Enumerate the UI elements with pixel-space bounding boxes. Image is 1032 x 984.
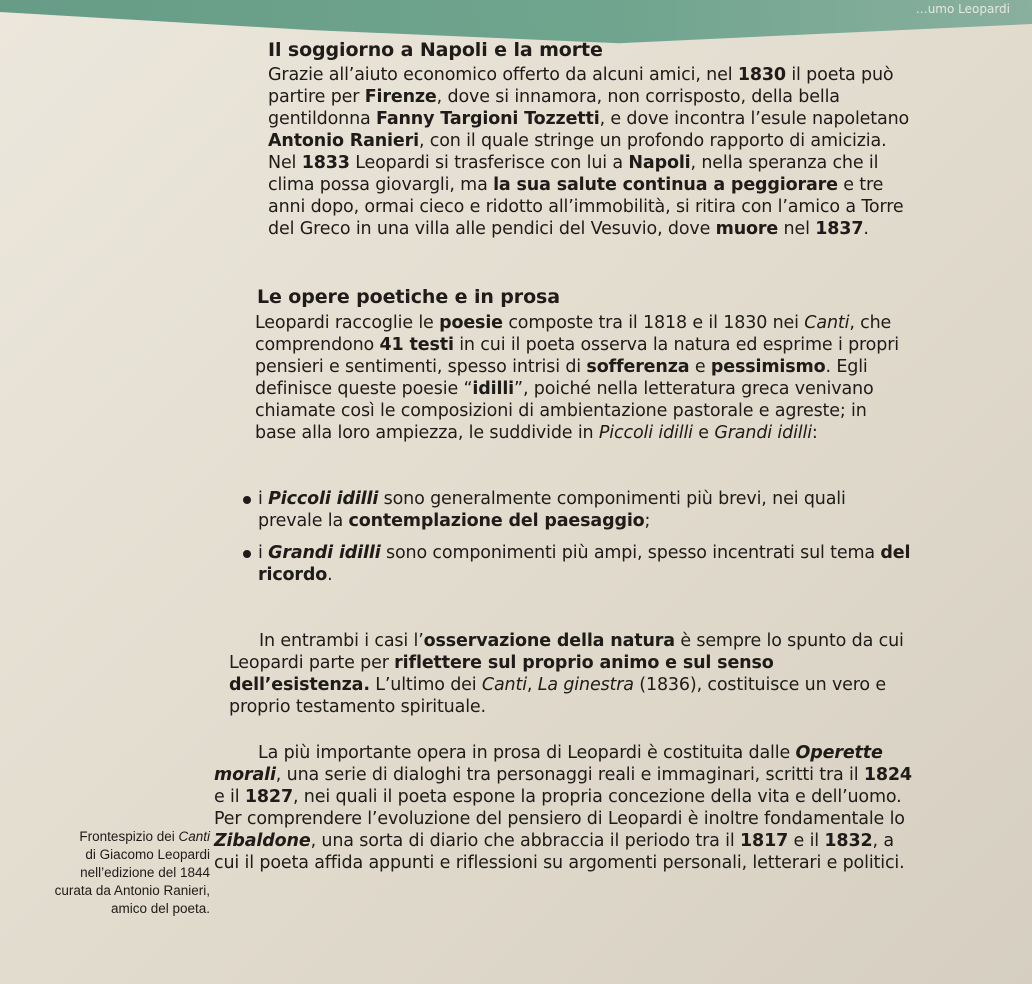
section-title-napoli: Il soggiorno a Napoli e la morte xyxy=(268,39,603,61)
paragraph-prosa xyxy=(214,742,914,874)
paragraph-natura xyxy=(229,630,911,718)
text-napoli: Grazie all’aiuto economico offerto da alcuni amici, nel 1830 il poeta può partire per Firenze, dove si innamora, non corrisposto, della bella gentildonna Fanny Targioni Tozzetti, e dove incontra l’esule napoletano Antonio Ranieri, con il quale stringe un profondo rapporto di amicizia. Nel 1833 Leopardi si trasferisce con lui a Napoli, nella speranza che il clima possa giovargli, ma la sua salute continua a peggiorare e tre anni dopo, ormai cieco e ridotto all’immobilità, si ritira con l’amico a Torre del Greco in una villa alle pendici del Vesuvio, dove muore nel 1837. xyxy=(268,65,910,239)
text-natura: In entrambi i casi l’osservazione della natura è sempre lo spunto da cui Leopardi parte per riflettere sul proprio animo e sul senso dell’esistenza. L’ultimo dei Canti, La ginestra (1836), costituisce un vero e proprio testamento spirituale. xyxy=(229,631,904,717)
paragraph-poesie xyxy=(255,312,910,444)
text-poesie: Leopardi raccoglie le poesie composte tra il 1818 e il 1830 nei Canti, che comprendono 41 testi in cui il poeta osserva la natura ed esprime i propri pensieri e sentimenti, spesso intrisi di sofferenza e pessimismo. Egli definisce queste poesie “idilli”, poiché nella letteratura greca venivano chiamate così le composizioni di ambientazione pastorale e agreste; in base alla loro ampiezza, le suddivide in Piccoli idilli e Grandi idilli: xyxy=(255,313,899,443)
list-item: i Piccoli idilli sono generalmente componimenti più brevi, nei quali prevale la contemplazione del paesaggio; xyxy=(240,488,912,532)
list-item: i Grandi idilli sono componimenti più ampi, spesso incentrati sul tema del ricordo. xyxy=(240,542,912,586)
image-caption: Frontespizio dei Canti di Giacomo Leopardi nell’edizione del 1844 curata da Antonio Ranieri, amico del poeta. xyxy=(54,829,210,916)
text-prosa: La più importante opera in prosa di Leopardi è costituita dalle Operette morali, una serie di dialoghi tra personaggi reali e immaginari, scritti tra il 1824 e il 1827, nei quali il poeta espone la propria concezione della vita e dell’uomo. Per comprendere l’evoluzione del pensiero di Leopardi è inoltre fondamentale lo Zibaldone, una sorta di diario che abbraccia il periodo tra il 1817 e il 1832, a cui il poeta affida appunti e riflessioni su argomenti personali, letterari e politici. xyxy=(214,743,912,873)
section-title-opere: Le opere poetiche e in prosa xyxy=(257,286,560,308)
paragraph-napoli xyxy=(268,64,916,240)
idilli-list xyxy=(240,488,912,586)
running-head: …umo Leopardi xyxy=(915,2,1010,16)
